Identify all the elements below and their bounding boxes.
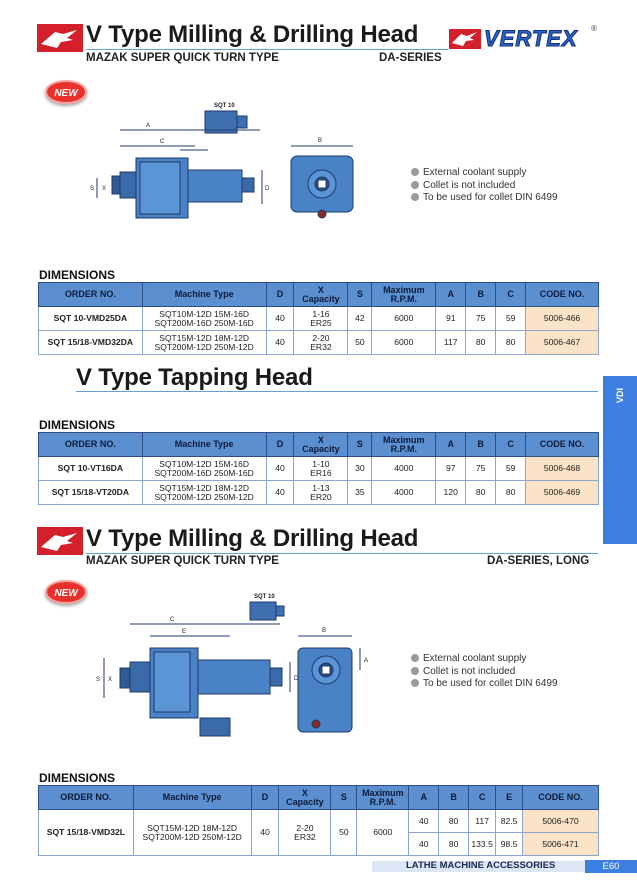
features-list-2	[411, 653, 558, 691]
bullet-icon	[411, 679, 419, 687]
drawing-label-s: S	[90, 186, 95, 192]
col-code: CODE NO.	[526, 433, 599, 457]
feature-item: Collet is not included	[411, 666, 558, 679]
drawing-label-tool: SQT 10	[214, 103, 235, 109]
new-badge: NEW	[45, 80, 87, 104]
vertex-wordmark: VERTEX	[484, 26, 578, 51]
bullet-icon	[411, 667, 419, 675]
section2-title: V Type Tapping Head	[76, 364, 313, 391]
col-s: S	[331, 786, 357, 810]
technical-drawing-2	[90, 590, 380, 740]
drawing2-label-a: A	[364, 658, 369, 664]
feature-item: To be used for collet DIN 6499	[411, 192, 558, 205]
drawing2-label-b: B	[322, 628, 327, 634]
drawing2-label-x: X	[108, 677, 113, 683]
col-c: C	[496, 433, 526, 457]
table-row: SQT 10-VMD25DA SQT10M-12D 15M-16D SQT200M-16D 250M-16D 40 1-16 ER25 42 6000 91 75 59 5006-466	[39, 307, 599, 331]
section2-rule	[76, 391, 598, 392]
bullet-icon	[411, 193, 419, 201]
bullet-icon	[411, 181, 419, 189]
col-a: A	[409, 786, 439, 810]
footer-label: LATHE MACHINE ACCESSORIES	[406, 860, 556, 871]
col-x-capacity: X Capacity	[294, 433, 348, 457]
feature-item: To be used for collet DIN 6499	[411, 678, 558, 691]
col-rpm: Maximum R.P.M.	[372, 283, 436, 307]
col-c: C	[469, 786, 496, 810]
col-x-capacity: X Capacity	[279, 786, 331, 810]
col-machine-type: Machine Type	[142, 433, 266, 457]
col-machine-type: Machine Type	[133, 786, 251, 810]
registered-mark: ®	[591, 24, 597, 33]
col-d: D	[266, 283, 294, 307]
dimensions-table-2	[38, 432, 599, 505]
drawing2-label-e: E	[182, 629, 187, 635]
table-row: SQT 10-VT16DA SQT10M-12D 15M-16D SQT200M-16D 250M-16D 40 1-10 ER16 30 4000 97 75 59 5006-468	[39, 457, 599, 481]
col-x-capacity: X Capacity	[294, 283, 348, 307]
col-order: ORDER NO.	[39, 433, 143, 457]
section3-series: DA-SERIES, LONG	[487, 555, 590, 567]
eagle-icon	[37, 24, 83, 52]
technical-drawing-1	[80, 100, 370, 230]
section1-rule	[86, 49, 448, 50]
drawing2-label-d: D	[294, 676, 299, 682]
drawing-label-x: X	[102, 186, 107, 192]
bullet-icon	[411, 654, 419, 662]
col-s: S	[348, 433, 372, 457]
brand-eagle-logo-2	[37, 527, 83, 560]
col-c: C	[496, 283, 526, 307]
col-code: CODE NO.	[526, 283, 599, 307]
side-tab-label: VDI	[615, 387, 625, 403]
col-rpm: Maximum R.P.M.	[372, 433, 436, 457]
table-row: SQT 15/18-VT20DA SQT15M-12D 18M-12D SQT200M-12D 250M-12D 40 1-13 ER20 35 4000 120 80 80 5006-469	[39, 481, 599, 505]
section3-title: V Type Milling & Drilling Head	[86, 525, 419, 552]
drawing2-label-s: S	[96, 677, 101, 683]
col-code: CODE NO.	[523, 786, 599, 810]
col-d: D	[251, 786, 279, 810]
drawing2-label-c: C	[170, 617, 175, 623]
col-rpm: Maximum R.P.M.	[357, 786, 409, 810]
section1-title: V Type Milling & Drilling Head	[86, 21, 419, 48]
col-a: A	[436, 433, 466, 457]
table-row: 40 80 133.5 98.5 5006-471	[39, 833, 599, 856]
dimensions-table-1	[38, 282, 599, 355]
drawing-label-c: C	[160, 139, 165, 145]
dimensions-heading-2: DIMENSIONS	[39, 418, 116, 432]
brand-eagle-logo	[37, 24, 83, 57]
col-b: B	[466, 283, 496, 307]
col-b: B	[466, 433, 496, 457]
col-a: A	[436, 283, 466, 307]
feature-item: Collet is not included	[411, 180, 558, 193]
drawing-label-a: A	[146, 123, 151, 129]
features-list-1	[411, 167, 558, 205]
col-e: E	[496, 786, 523, 810]
new-badge-2: NEW	[45, 580, 87, 604]
col-order: ORDER NO.	[39, 786, 134, 810]
drawing-label-b: B	[318, 138, 323, 144]
bullet-icon	[411, 168, 419, 176]
col-d: D	[266, 433, 294, 457]
feature-item: External coolant supply	[411, 167, 558, 180]
section1-series: DA-SERIES	[379, 52, 442, 64]
col-b: B	[439, 786, 469, 810]
section3-rule	[86, 553, 598, 554]
side-tab-vdi[interactable]	[603, 376, 637, 544]
feature-item: External coolant supply	[411, 653, 558, 666]
col-machine-type: Machine Type	[142, 283, 266, 307]
page-number: E60	[585, 860, 637, 873]
section1-subtitle: MAZAK SUPER QUICK TURN TYPE	[86, 52, 279, 64]
dimensions-table-3	[38, 785, 599, 856]
vertex-logo	[449, 26, 599, 52]
drawing-label-d: D	[265, 186, 270, 192]
drawing2-label-tool: SQT 10	[254, 594, 275, 600]
col-order: ORDER NO.	[39, 283, 143, 307]
dimensions-heading-1: DIMENSIONS	[39, 268, 116, 282]
table-row: SQT 15/18-VMD32DA SQT15M-12D 18M-12D SQT200M-12D 250M-12D 40 2-20 ER32 50 6000 117 80 80 5006-467	[39, 331, 599, 355]
eagle-icon	[37, 527, 83, 555]
section3-subtitle: MAZAK SUPER QUICK TURN TYPE	[86, 555, 279, 567]
table-row: SQT 15/18-VMD32L SQT15M-12D 18M-12D SQT200M-12D 250M-12D 40 2-20 ER32 50 6000 40 80 117 82.5 5006-470	[39, 810, 599, 833]
dimensions-heading-3: DIMENSIONS	[39, 771, 116, 785]
col-s: S	[348, 283, 372, 307]
